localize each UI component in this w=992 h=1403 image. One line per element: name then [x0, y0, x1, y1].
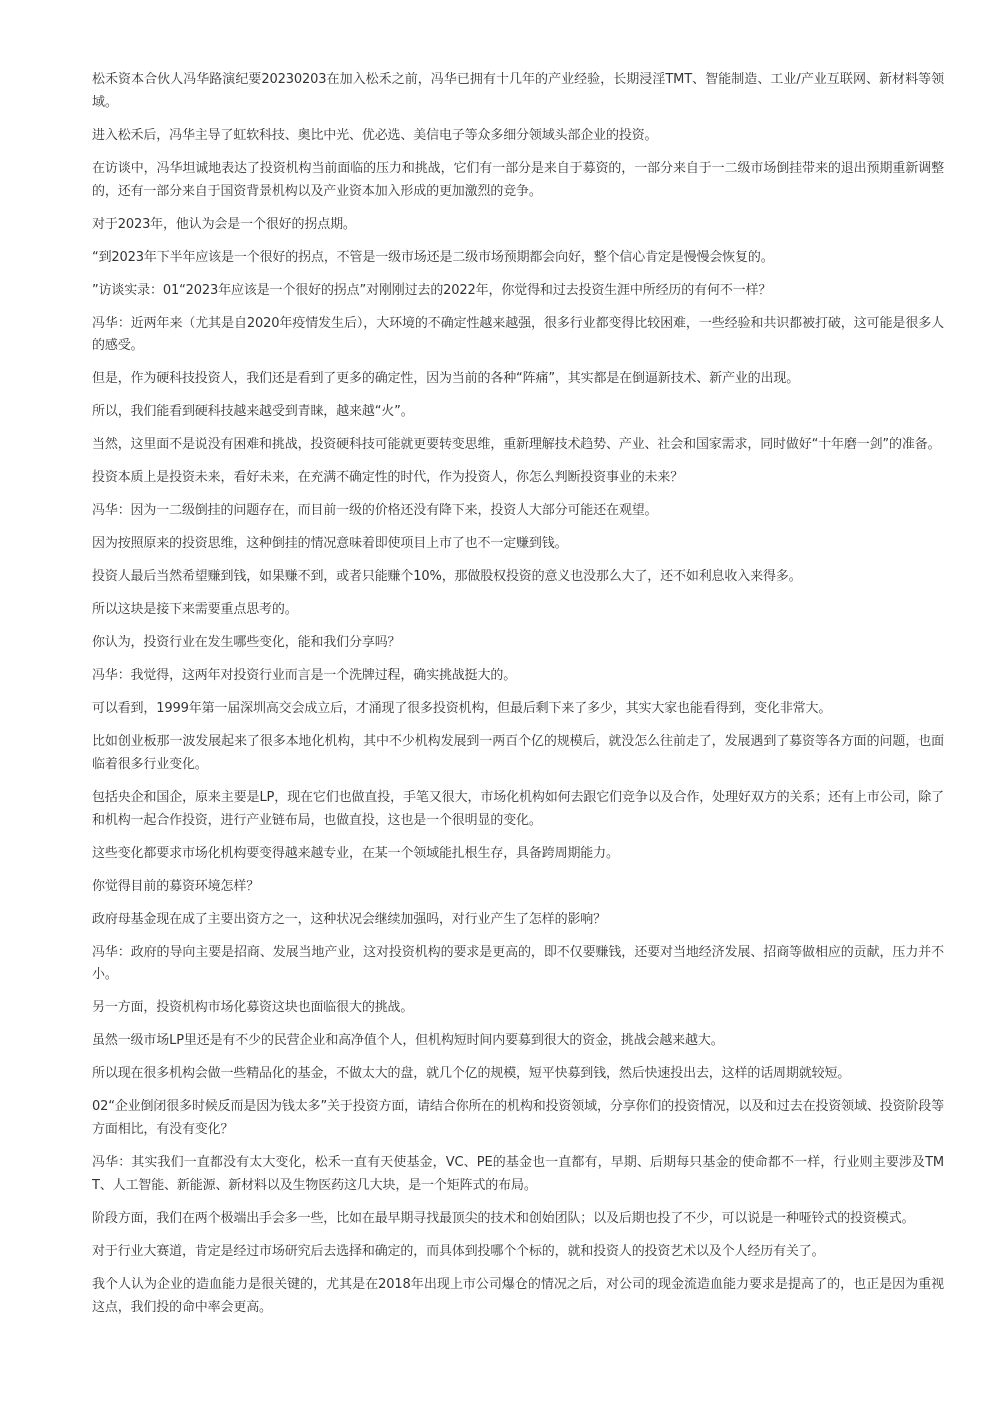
paragraph-section-02-question: 02“企业倒闭很多时候反而是因为钱太多”关于投资方面，请结合你所在的机构和投资领域，分享你们的投资情况，以及和过去在投资领域、投资阶段等方面相比，有没有变化？	[92, 1099, 944, 1138]
paragraph: 但是，作为硬科技投资人，我们还是看到了更多的确定性，因为当前的各种“阵痛”，其实都是在倒逼新技术、新产业的出现。	[92, 371, 800, 387]
paragraph: 因为按照原来的投资思维，这种倒挂的情况意味着即使项目上市了也不一定赚到钱。	[92, 536, 568, 552]
paragraph-answer: 冯华：因为一二级倒挂的问题存在，而目前一级的价格还没有降下来，投资人大部分可能还在观望。	[92, 503, 658, 519]
paragraph-answer: 冯华：政府的导向主要是招商、发展当地产业，这对投资机构的要求是更高的，即不仅要赚钱，还要对当地经济发展、招商等做相应的贡献，压力并不小。	[92, 944, 944, 983]
paragraph-answer: 冯华：我觉得，这两年对投资行业而言是一个洗牌过程，确实挑战挺大的。	[92, 668, 517, 684]
paragraph: 所以，我们能看到硬科技越来越受到青睐，越来越“火”。	[92, 404, 414, 420]
paragraph: 进入松禾后，冯华主导了虹软科技、奥比中光、优必选、美信电子等众多细分领域头部企业的投资。	[92, 127, 658, 143]
document-body	[92, 69, 944, 1330]
paragraph: 包括央企和国企，原来主要是LP，现在它们也做直投，手笔又很大，市场化机构如何去跟它们竞争以及合作，处理好双方的关系；还有上市公司，除了和机构一起合作投资，进行产业链布局，也做直投，这也是一个很明显的变化。	[92, 789, 944, 828]
paragraph: 这些变化都要求市场化机构要变得越来越专业，在某一个领域能扎根生存，具备跨周期能力。	[92, 845, 619, 861]
paragraph-question: 投资本质上是投资未来，看好未来，在充满不确定性的时代，作为投资人，你怎么判断投资事业的未来？	[92, 470, 684, 486]
paragraph: 另一方面，投资机构市场化募资这块也面临很大的挑战。	[92, 1000, 414, 1016]
paragraph-intro: 松禾资本合伙人冯华路演纪要20230203在加入松禾之前，冯华已拥有十几年的产业经验，长期浸淫TMT、智能制造、工业/产业互联网、新材料等领域。	[92, 72, 944, 110]
paragraph: 虽然一级市场LP里还是有不少的民营企业和高净值个人，但机构短时间内要募到很大的资金，挑战会越来越大。	[92, 1033, 724, 1049]
paragraph-question: 政府母基金现在成了主要出资方之一，这种状况会继续加强吗，对行业产生了怎样的影响？	[92, 911, 607, 927]
paragraph-question: 你认为，投资行业在发生哪些变化，能和我们分享吗？	[92, 635, 401, 651]
paragraph: 阶段方面，我们在两个极端出手会多一些，比如在最早期寻找最顶尖的技术和创始团队；以及后期也投了不少，可以说是一种哑铃式的投资模式。	[92, 1210, 915, 1226]
paragraph: 所以这块是接下来需要重点思考的。	[92, 602, 298, 618]
paragraph-quote: “到2023年下半年应该是一个很好的拐点，不管是一级市场还是二级市场预期都会向好，整个信心肯定是慢慢会恢复的。	[92, 249, 774, 265]
paragraph: 投资人最后当然希望赚到钱，如果赚不到，或者只能赚个10%，那做股权投资的意义也没那么大了，还不如利息收入来得多。	[92, 569, 802, 585]
paragraph-answer: 冯华：其实我们一直都没有太大变化，松禾一直有天使基金，VC、PE的基金也一直都有，早期、后期每只基金的使命都不一样，行业则主要涉及TMT、人工智能、新能源、新材料以及生物医药这几大块，是一个矩阵式的布局。	[92, 1155, 944, 1193]
paragraph-section-01-question: ”访谈实录：01“2023年应该是一个很好的拐点”对刚刚过去的2022年，你觉得和过去投资生涯中所经历的有何不一样？	[92, 282, 772, 298]
paragraph: 可以看到，1999年第一届深圳高交会成立后，才涌现了很多投资机构，但最后剩下来了多少，其实大家也能看得到，变化非常大。	[92, 701, 832, 717]
paragraph-answer: 冯华：近两年来（尤其是自2020年疫情发生后），大环境的不确定性越来越强，很多行业都变得比较困难，一些经验和共识都被打破，这可能是很多人的感受。	[92, 315, 944, 354]
paragraph: 对于行业大赛道，肯定是经过市场研究后去选择和确定的，而具体到投哪个个标的，就和投资人的投资艺术以及个人经历有关了。	[92, 1243, 825, 1259]
paragraph: 我个人认为企业的造血能力是很关键的，尤其是在2018年出现上市公司爆仓的情况之后，对公司的现金流造血能力要求是提高了的，也正是因为重视这点，我们投的命中率会更高。	[92, 1276, 944, 1315]
paragraph: 在访谈中，冯华坦诚地表达了投资机构当前面临的压力和挑战，它们有一部分是来自于募资的，一部分来自于一二级市场倒挂带来的退出预期重新调整的，还有一部分来自于国资背景机构以及产业资本加入形成的更加激烈的竞争。	[92, 160, 944, 199]
paragraph: 比如创业板那一波发展起来了很多本地化机构，其中不少机构发展到一两百个亿的规模后，就没怎么往前走了，发展遇到了募资等各方面的问题，也面临着很多行业变化。	[92, 734, 944, 772]
paragraph-question: 你觉得目前的募资环境怎样？	[92, 878, 260, 894]
paragraph: 当然，这里面不是说没有困难和挑战，投资硬科技可能就更要转变思维，重新理解技术趋势、产业、社会和国家需求，同时做好“十年磨一剑”的准备。	[92, 437, 941, 453]
paragraph: 对于2023年，他认为会是一个很好的拐点期。	[92, 216, 356, 232]
paragraph: 所以现在很多机构会做一些精品化的基金，不做太大的盘，就几个亿的规模，短平快募到钱，然后快速投出去，这样的话周期就较短。	[92, 1066, 851, 1082]
